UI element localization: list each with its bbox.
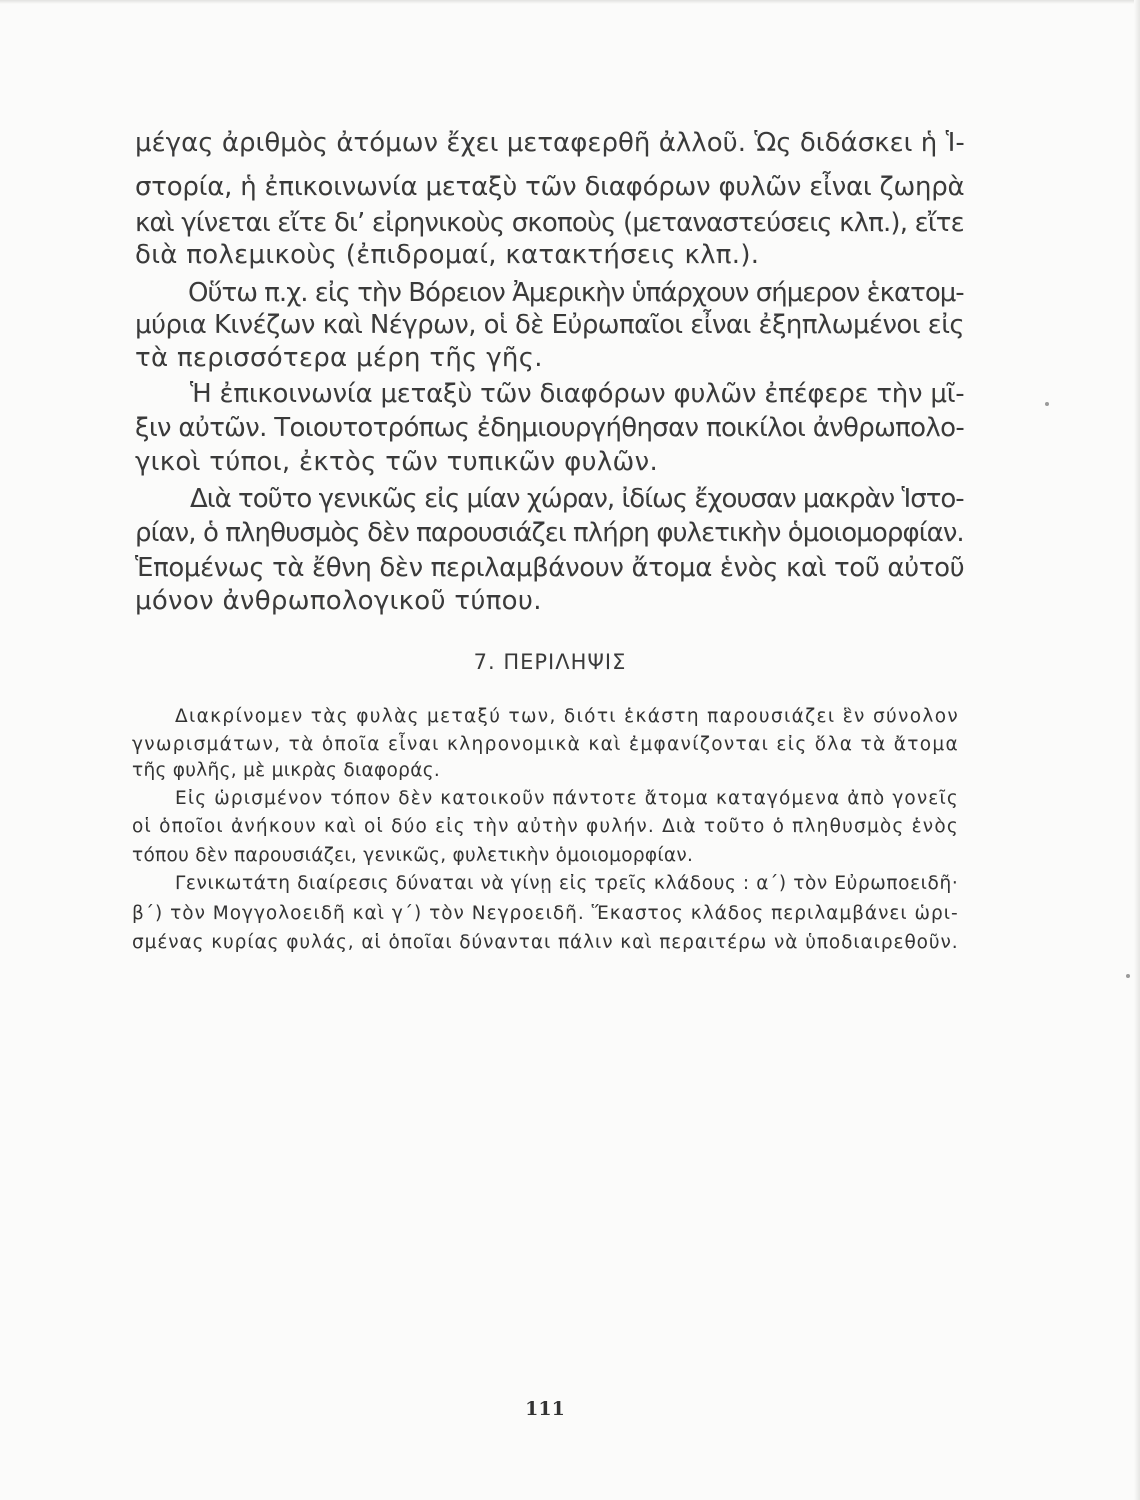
main-text-line: ρίαν, ὁ πληθυσμὸς δὲν παρουσιάζει πλήρη φυλετικὴν ὁμοιομορφίαν. — [135, 518, 964, 548]
summary-text-line: σμένας κυρίας φυλάς, αἱ ὁποῖαι δύνανται πάλιν καὶ περαιτέρω νὰ ὑποδιαιρεθοῦν. — [132, 932, 959, 953]
summary-text-line: β΄) τὸν Μογγολοειδῆ καὶ γ΄) τὸν Νεγροειδῆ. Ἕκαστος κλάδος περιλαμβάνει ὡρι- — [132, 903, 959, 924]
scan-speck — [1126, 974, 1130, 978]
summary-text-line: τῆς φυλῆς, μὲ μικρὰς διαφοράς. — [132, 760, 441, 781]
main-text-line: διὰ πολεμικοὺς (ἐπιδρομαί, κατακτήσεις κλπ.). — [135, 240, 760, 270]
main-text-line: Διὰ τοῦτο γενικῶς εἰς μίαν χώραν, ἰδίως ἔχουσαν μακρὰν Ἱστο- — [190, 484, 964, 514]
main-text-line: στορία, ἡ ἐπικοινωνία μεταξὺ τῶν διαφόρων φυλῶν εἶναι ζωηρὰ — [135, 172, 965, 202]
summary-text-line: Γενικωτάτη διαίρεσις δύναται νὰ γίνῃ εἰς τρεῖς κλάδους : α΄) τὸν Εὐρωποειδῆ· — [175, 873, 959, 894]
section-heading: 7. ΠΕΡΙΛΗΨΙΣ — [473, 650, 627, 674]
summary-text-line: Εἰς ὡρισμένον τόπον δὲν κατοικοῦν πάντοτε ἄτομα καταγόμενα ἀπὸ γονεῖς — [175, 788, 959, 809]
scan-speck — [1045, 402, 1049, 406]
page-edge-right — [1134, 0, 1140, 1500]
summary-text-line: οἱ ὁποῖοι ἀνήκουν καὶ οἱ δύο εἰς τὴν αὐτὴν φυλήν. Διὰ τοῦτο ὁ πληθυσμὸς ἑνὸς — [132, 816, 959, 837]
summary-text-line: Διακρίνομεν τὰς φυλὰς μεταξύ των, διότι ἑκάστη παρουσιάζει ἓν σύνολον — [175, 706, 960, 727]
summary-text-line: γνωρισμάτων, τὰ ὁποῖα εἶναι κληρονομικὰ καὶ ἐμφανίζονται εἰς ὅλα τὰ ἄτομα — [132, 734, 960, 755]
page-edge-top — [0, 0, 1140, 4]
main-text-line: τὰ περισσότερα μέρη τῆς γῆς. — [135, 343, 543, 373]
main-text-line: μύρια Κινέζων καὶ Νέγρων, οἱ δὲ Εὐρωπαῖοι εἶναι ἐξηπλωμένοι εἰς — [135, 310, 965, 340]
main-text-line: Ἑπομένως τὰ ἔθνη δὲν περιλαμβάνουν ἄτομα ἑνὸς καὶ τοῦ αὐτοῦ — [135, 553, 965, 583]
summary-text-line: τόπου δὲν παρουσιάζει, γενικῶς, φυλετικὴν ὁμοιομορφίαν. — [132, 845, 694, 866]
main-text-line: μόνον ἀνθρωπολογικοῦ τύπου. — [135, 586, 542, 616]
main-text-line: καὶ γίνεται εἴτε δι’ εἰρηνικοὺς σκοποὺς (μεταναστεύσεις κλπ.), εἴτε — [135, 208, 964, 238]
main-text-line: γικοὶ τύποι, ἐκτὸς τῶν τυπικῶν φυλῶν. — [135, 447, 659, 477]
page-number: 111 — [525, 1398, 565, 1420]
main-text-line: μέγας ἀριθμὸς ἀτόμων ἔχει μεταφερθῆ ἀλλοῦ. Ὡς διδάσκει ἡ Ἱ- — [135, 128, 965, 158]
main-text-line: ξιν αὐτῶν. Τοιουτοτρόπως ἐδημιουργήθησαν ποικίλοι ἀνθρωπολο- — [135, 413, 965, 443]
main-text-line: Ἡ ἐπικοινωνία μεταξὺ τῶν διαφόρων φυλῶν ἐπέφερε τὴν μῖ- — [190, 379, 965, 409]
main-text-line: Οὕτω π.χ. εἰς τὴν Βόρειον Ἀμερικὴν ὑπάρχουν σήμερον ἑκατομ- — [188, 278, 964, 308]
